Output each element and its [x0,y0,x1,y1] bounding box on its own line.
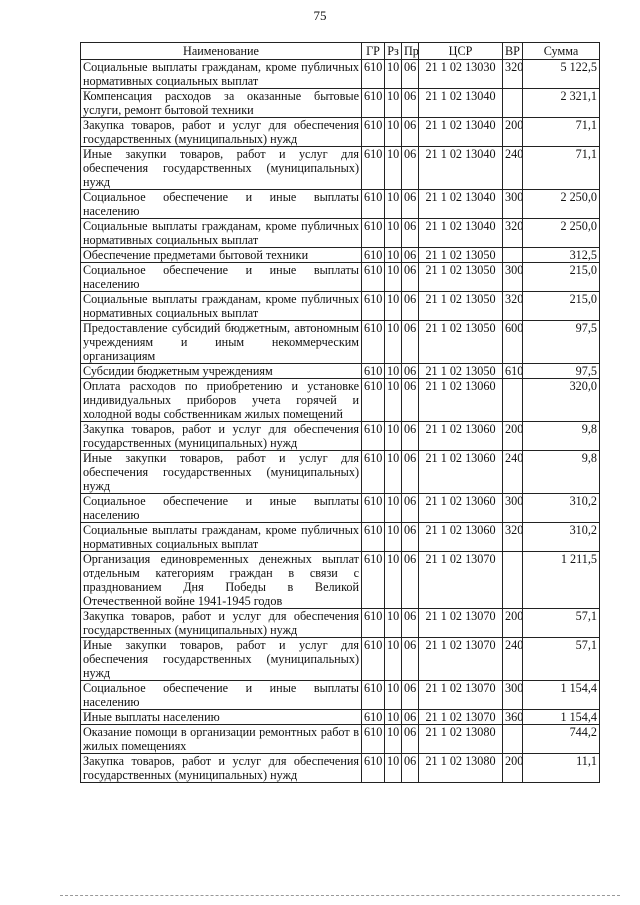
row-csr: 21 1 02 13050 [419,292,503,321]
row-pr: 06 [402,219,419,248]
row-pr: 06 [402,422,419,451]
row-name: Компенсация расходов за оказанные бытовые услуги, ремонт бытовой техники [81,89,362,118]
table-row [81,523,600,552]
table-row [81,147,600,190]
row-csr: 21 1 02 13070 [419,609,503,638]
table-row [81,638,600,681]
row-rz: 10 [385,292,402,321]
row-csr: 21 1 02 13060 [419,379,503,422]
table-row [81,263,600,292]
row-csr: 21 1 02 13080 [419,725,503,754]
row-sum: 312,5 [523,248,600,263]
row-gr: 610 [362,681,385,710]
table-row [81,292,600,321]
row-gr: 610 [362,451,385,494]
row-pr: 06 [402,364,419,379]
row-pr: 06 [402,609,419,638]
row-rz: 10 [385,379,402,422]
row-rz: 10 [385,89,402,118]
row-sum: 215,0 [523,263,600,292]
row-csr: 21 1 02 13070 [419,681,503,710]
row-gr: 610 [362,263,385,292]
row-gr: 610 [362,190,385,219]
table-row [81,681,600,710]
row-gr: 610 [362,710,385,725]
row-vr: 300 [503,681,523,710]
row-vr: 360 [503,710,523,725]
row-sum: 71,1 [523,118,600,147]
row-name: Социальные выплаты гражданам, кроме публичных нормативных социальных выплат [81,292,362,321]
row-vr [503,248,523,263]
row-vr: 320 [503,60,523,89]
row-csr: 21 1 02 13050 [419,248,503,263]
row-gr: 610 [362,494,385,523]
row-csr: 21 1 02 13060 [419,451,503,494]
row-csr: 21 1 02 13070 [419,552,503,609]
row-rz: 10 [385,609,402,638]
row-vr [503,89,523,118]
row-rz: 10 [385,263,402,292]
table-row [81,118,600,147]
row-sum: 1 211,5 [523,552,600,609]
row-name: Иные закупки товаров, работ и услуг для обеспечения государственных (муниципальных) нужд [81,451,362,494]
row-csr: 21 1 02 13050 [419,263,503,292]
row-vr: 300 [503,190,523,219]
row-rz: 10 [385,364,402,379]
row-pr: 06 [402,681,419,710]
header-rz: Рз [385,43,402,60]
row-sum: 2 321,1 [523,89,600,118]
table-row [81,219,600,248]
row-csr: 21 1 02 13060 [419,422,503,451]
row-sum: 97,5 [523,321,600,364]
row-sum: 310,2 [523,523,600,552]
row-name: Социальное обеспечение и иные выплаты населению [81,190,362,219]
header-csr: ЦСР [419,43,503,60]
row-gr: 610 [362,248,385,263]
row-rz: 10 [385,552,402,609]
row-pr: 06 [402,190,419,219]
row-sum: 310,2 [523,494,600,523]
row-gr: 610 [362,725,385,754]
table-row [81,321,600,364]
row-name: Закупка товаров, работ и услуг для обеспечения государственных (муниципальных) нужд [81,609,362,638]
row-vr: 600 [503,321,523,364]
row-sum: 97,5 [523,364,600,379]
row-name: Иные закупки товаров, работ и услуг для обеспечения государственных (муниципальных) нужд [81,147,362,190]
row-pr: 06 [402,89,419,118]
row-csr: 21 1 02 13040 [419,147,503,190]
row-rz: 10 [385,523,402,552]
row-rz: 10 [385,147,402,190]
row-rz: 10 [385,681,402,710]
row-rz: 10 [385,725,402,754]
row-gr: 610 [362,60,385,89]
row-vr [503,552,523,609]
table-row [81,190,600,219]
row-name: Социальные выплаты гражданам, кроме публичных нормативных социальных выплат [81,60,362,89]
row-vr: 610 [503,364,523,379]
row-vr: 240 [503,638,523,681]
row-pr: 06 [402,523,419,552]
row-name: Закупка товаров, работ и услуг для обеспечения государственных (муниципальных) нужд [81,754,362,783]
row-rz: 10 [385,219,402,248]
row-vr: 200 [503,754,523,783]
row-csr: 21 1 02 13040 [419,219,503,248]
row-rz: 10 [385,754,402,783]
row-vr: 240 [503,451,523,494]
header-pr: Пр [402,43,419,60]
row-name: Иные закупки товаров, работ и услуг для обеспечения государственных (муниципальных) нужд [81,638,362,681]
row-gr: 610 [362,523,385,552]
row-vr: 320 [503,219,523,248]
row-pr: 06 [402,263,419,292]
row-sum: 71,1 [523,147,600,190]
row-name: Социальное обеспечение и иные выплаты населению [81,263,362,292]
table-header-row [81,43,600,60]
row-csr: 21 1 02 13030 [419,60,503,89]
row-sum: 1 154,4 [523,710,600,725]
row-sum: 2 250,0 [523,219,600,248]
row-gr: 610 [362,638,385,681]
row-sum: 57,1 [523,609,600,638]
row-rz: 10 [385,494,402,523]
header-gr: ГР [362,43,385,60]
page-number: 75 [313,8,327,23]
table-row [81,494,600,523]
header-name: Наименование [81,43,362,60]
row-gr: 610 [362,147,385,190]
row-csr: 21 1 02 13070 [419,710,503,725]
row-sum: 320,0 [523,379,600,422]
row-pr: 06 [402,754,419,783]
row-pr: 06 [402,494,419,523]
row-csr: 21 1 02 13050 [419,364,503,379]
row-vr: 300 [503,263,523,292]
row-rz: 10 [385,638,402,681]
row-sum: 5 122,5 [523,60,600,89]
row-sum: 1 154,4 [523,681,600,710]
row-name: Социальные выплаты гражданам, кроме публичных нормативных социальных выплат [81,523,362,552]
budget-table [80,42,600,783]
row-rz: 10 [385,190,402,219]
row-pr: 06 [402,321,419,364]
row-pr: 06 [402,451,419,494]
row-vr [503,725,523,754]
header-sum: Сумма [523,43,600,60]
table-row [81,754,600,783]
table-row [81,60,600,89]
table-row [81,364,600,379]
row-gr: 610 [362,118,385,147]
row-pr: 06 [402,710,419,725]
row-rz: 10 [385,248,402,263]
row-vr: 300 [503,494,523,523]
row-name: Социальные выплаты гражданам, кроме публичных нормативных социальных выплат [81,219,362,248]
row-rz: 10 [385,321,402,364]
row-name: Социальное обеспечение и иные выплаты населению [81,494,362,523]
row-name: Закупка товаров, работ и услуг для обеспечения государственных (муниципальных) нужд [81,118,362,147]
table-row [81,725,600,754]
row-pr: 06 [402,60,419,89]
row-csr: 21 1 02 13070 [419,638,503,681]
row-gr: 610 [362,609,385,638]
row-name: Социальное обеспечение и иные выплаты населению [81,681,362,710]
row-sum: 57,1 [523,638,600,681]
row-csr: 21 1 02 13050 [419,321,503,364]
row-vr: 200 [503,422,523,451]
row-vr: 320 [503,523,523,552]
row-rz: 10 [385,451,402,494]
row-vr: 200 [503,118,523,147]
row-sum: 2 250,0 [523,190,600,219]
row-gr: 610 [362,321,385,364]
row-csr: 21 1 02 13040 [419,118,503,147]
row-pr: 06 [402,638,419,681]
row-rz: 10 [385,60,402,89]
row-csr: 21 1 02 13040 [419,190,503,219]
row-sum: 744,2 [523,725,600,754]
row-gr: 610 [362,89,385,118]
row-pr: 06 [402,552,419,609]
row-sum: 11,1 [523,754,600,783]
row-name: Организация единовременных денежных выплат отдельным категориям граждан в связи с празднованием Дня Победы в Великой Отечественной войне 1941-1945 годов [81,552,362,609]
table-row [81,89,600,118]
row-rz: 10 [385,118,402,147]
row-csr: 21 1 02 13060 [419,494,503,523]
row-pr: 06 [402,147,419,190]
row-name: Субсидии бюджетным учреждениям [81,364,362,379]
row-name: Иные выплаты населению [81,710,362,725]
table-row [81,248,600,263]
row-pr: 06 [402,725,419,754]
row-gr: 610 [362,364,385,379]
row-vr: 240 [503,147,523,190]
row-vr: 320 [503,292,523,321]
row-gr: 610 [362,552,385,609]
footer-divider [60,895,620,896]
row-vr: 200 [503,609,523,638]
row-csr: 21 1 02 13060 [419,523,503,552]
row-gr: 610 [362,379,385,422]
row-name: Оплата расходов по приобретению и установке индивидуальных приборов учета горячей и холодной воды собственникам жилых помещений [81,379,362,422]
row-name: Закупка товаров, работ и услуг для обеспечения государственных (муниципальных) нужд [81,422,362,451]
table-row [81,422,600,451]
row-gr: 610 [362,219,385,248]
row-pr: 06 [402,379,419,422]
table-row [81,609,600,638]
row-gr: 610 [362,754,385,783]
row-gr: 610 [362,422,385,451]
header-vr: ВР [503,43,523,60]
row-sum: 215,0 [523,292,600,321]
row-sum: 9,8 [523,451,600,494]
row-name: Оказание помощи в организации ремонтных работ в жилых помещениях [81,725,362,754]
row-pr: 06 [402,248,419,263]
row-csr: 21 1 02 13040 [419,89,503,118]
row-name: Обеспечение предметами бытовой техники [81,248,362,263]
row-gr: 610 [362,292,385,321]
table-row [81,379,600,422]
row-sum: 9,8 [523,422,600,451]
row-rz: 10 [385,710,402,725]
row-pr: 06 [402,292,419,321]
row-pr: 06 [402,118,419,147]
table-row [81,710,600,725]
table-row [81,451,600,494]
row-name: Предоставление субсидий бюджетным, автономным учреждениям и иным некоммерческим организациям [81,321,362,364]
row-rz: 10 [385,422,402,451]
row-vr [503,379,523,422]
table-row [81,552,600,609]
row-csr: 21 1 02 13080 [419,754,503,783]
